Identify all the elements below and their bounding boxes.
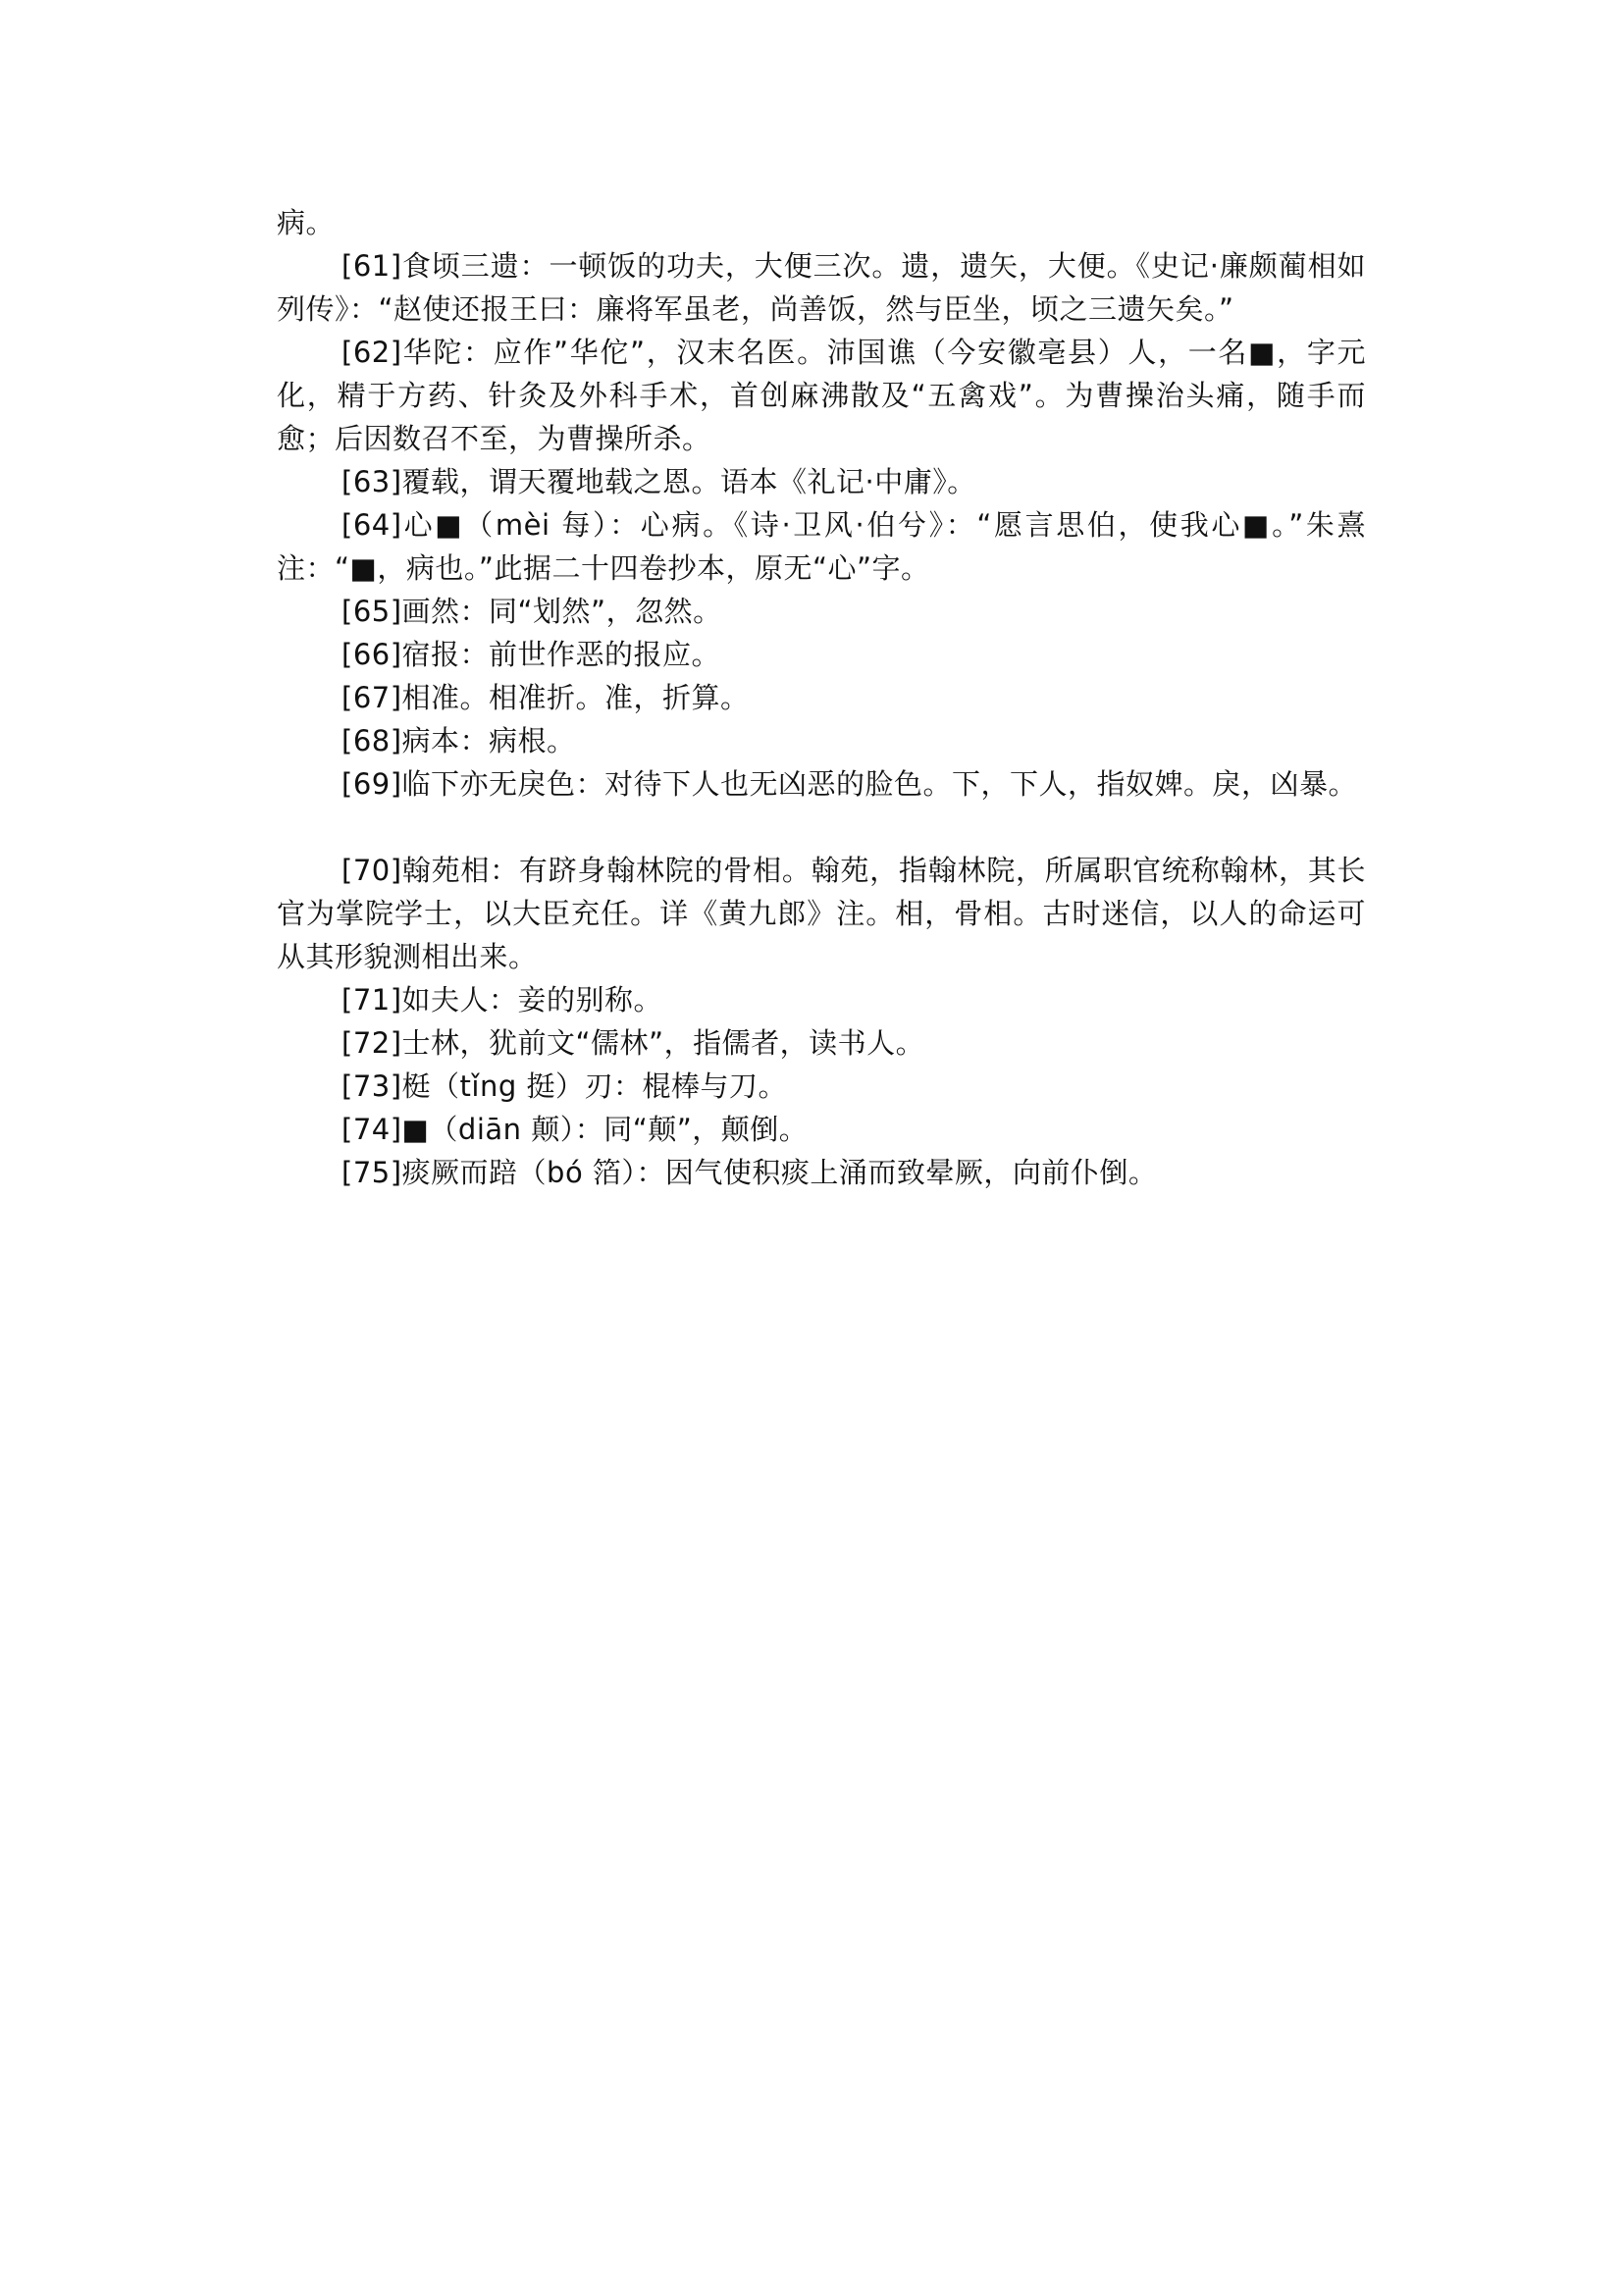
note-63: [63]覆载，谓天覆地载之恩。语本《礼记·中庸》。	[341, 465, 976, 498]
note-71: [71]如夫人：妾的别称。	[341, 983, 663, 1017]
note-70: [70]翰苑相：有跻身翰林院的骨相。翰苑，指翰林院，所属职官统称翰林，其长官为掌院学士，以大臣充任。详《黄九郎》注。相，骨相。古时迷信，以人的命运可从其形貌测相出来。	[277, 854, 1366, 973]
note-74: [74]■（diān 颠）：同“颠”，颠倒。	[341, 1113, 809, 1146]
note-68: [68]病本：病根。	[341, 724, 576, 757]
note-75: [75]痰厥而踣（bó 箔）：因气使积痰上涌而致晕厥，向前仆倒。	[341, 1156, 1158, 1189]
note-67: [67]相准。相准折。准，折算。	[341, 681, 750, 714]
paragraph-continuation: 病。	[277, 206, 336, 239]
note-69: [69]临下亦无戾色：对待下人也无凶恶的脸色。下，下人，指奴婢。戾，凶暴。	[341, 767, 1358, 801]
note-61: [61]食顷三遗：一顿饭的功夫，大便三次。遗，遗矢，大便。《史记·廉颇蔺相如列传》：“赵使还报王曰：廉将军虽老，尚善饭，然与臣坐，顷之三遗矢矣。”	[277, 249, 1366, 326]
document-page	[277, 201, 1366, 1194]
note-64: [64]心■（mèi 每）：心病。《诗·卫风·伯兮》：“愿言思伯，使我心■。”朱熹注：“■，病也。”此据二十四卷抄本，原无“心”字。	[277, 508, 1366, 585]
note-73: [73]梃（tǐng 挺）刃：棍棒与刀。	[341, 1069, 787, 1103]
paragraph-gap	[277, 806, 1366, 849]
note-65: [65]画然：同“划然”，忽然。	[341, 595, 722, 628]
note-62: [62]华陀：应作”华佗”，汉末名医。沛国谯（今安徽亳县）人，一名■，字元化，精于方药、针灸及外科手术，首创麻沸散及“五禽戏”。为曹操治头痛，随手而愈；后因数召不至，为曹操所杀。	[277, 336, 1366, 455]
note-66: [66]宿报：前世作恶的报应。	[341, 638, 721, 671]
note-72: [72]士林，犹前文“儒林”，指儒者，读书人。	[341, 1026, 925, 1060]
